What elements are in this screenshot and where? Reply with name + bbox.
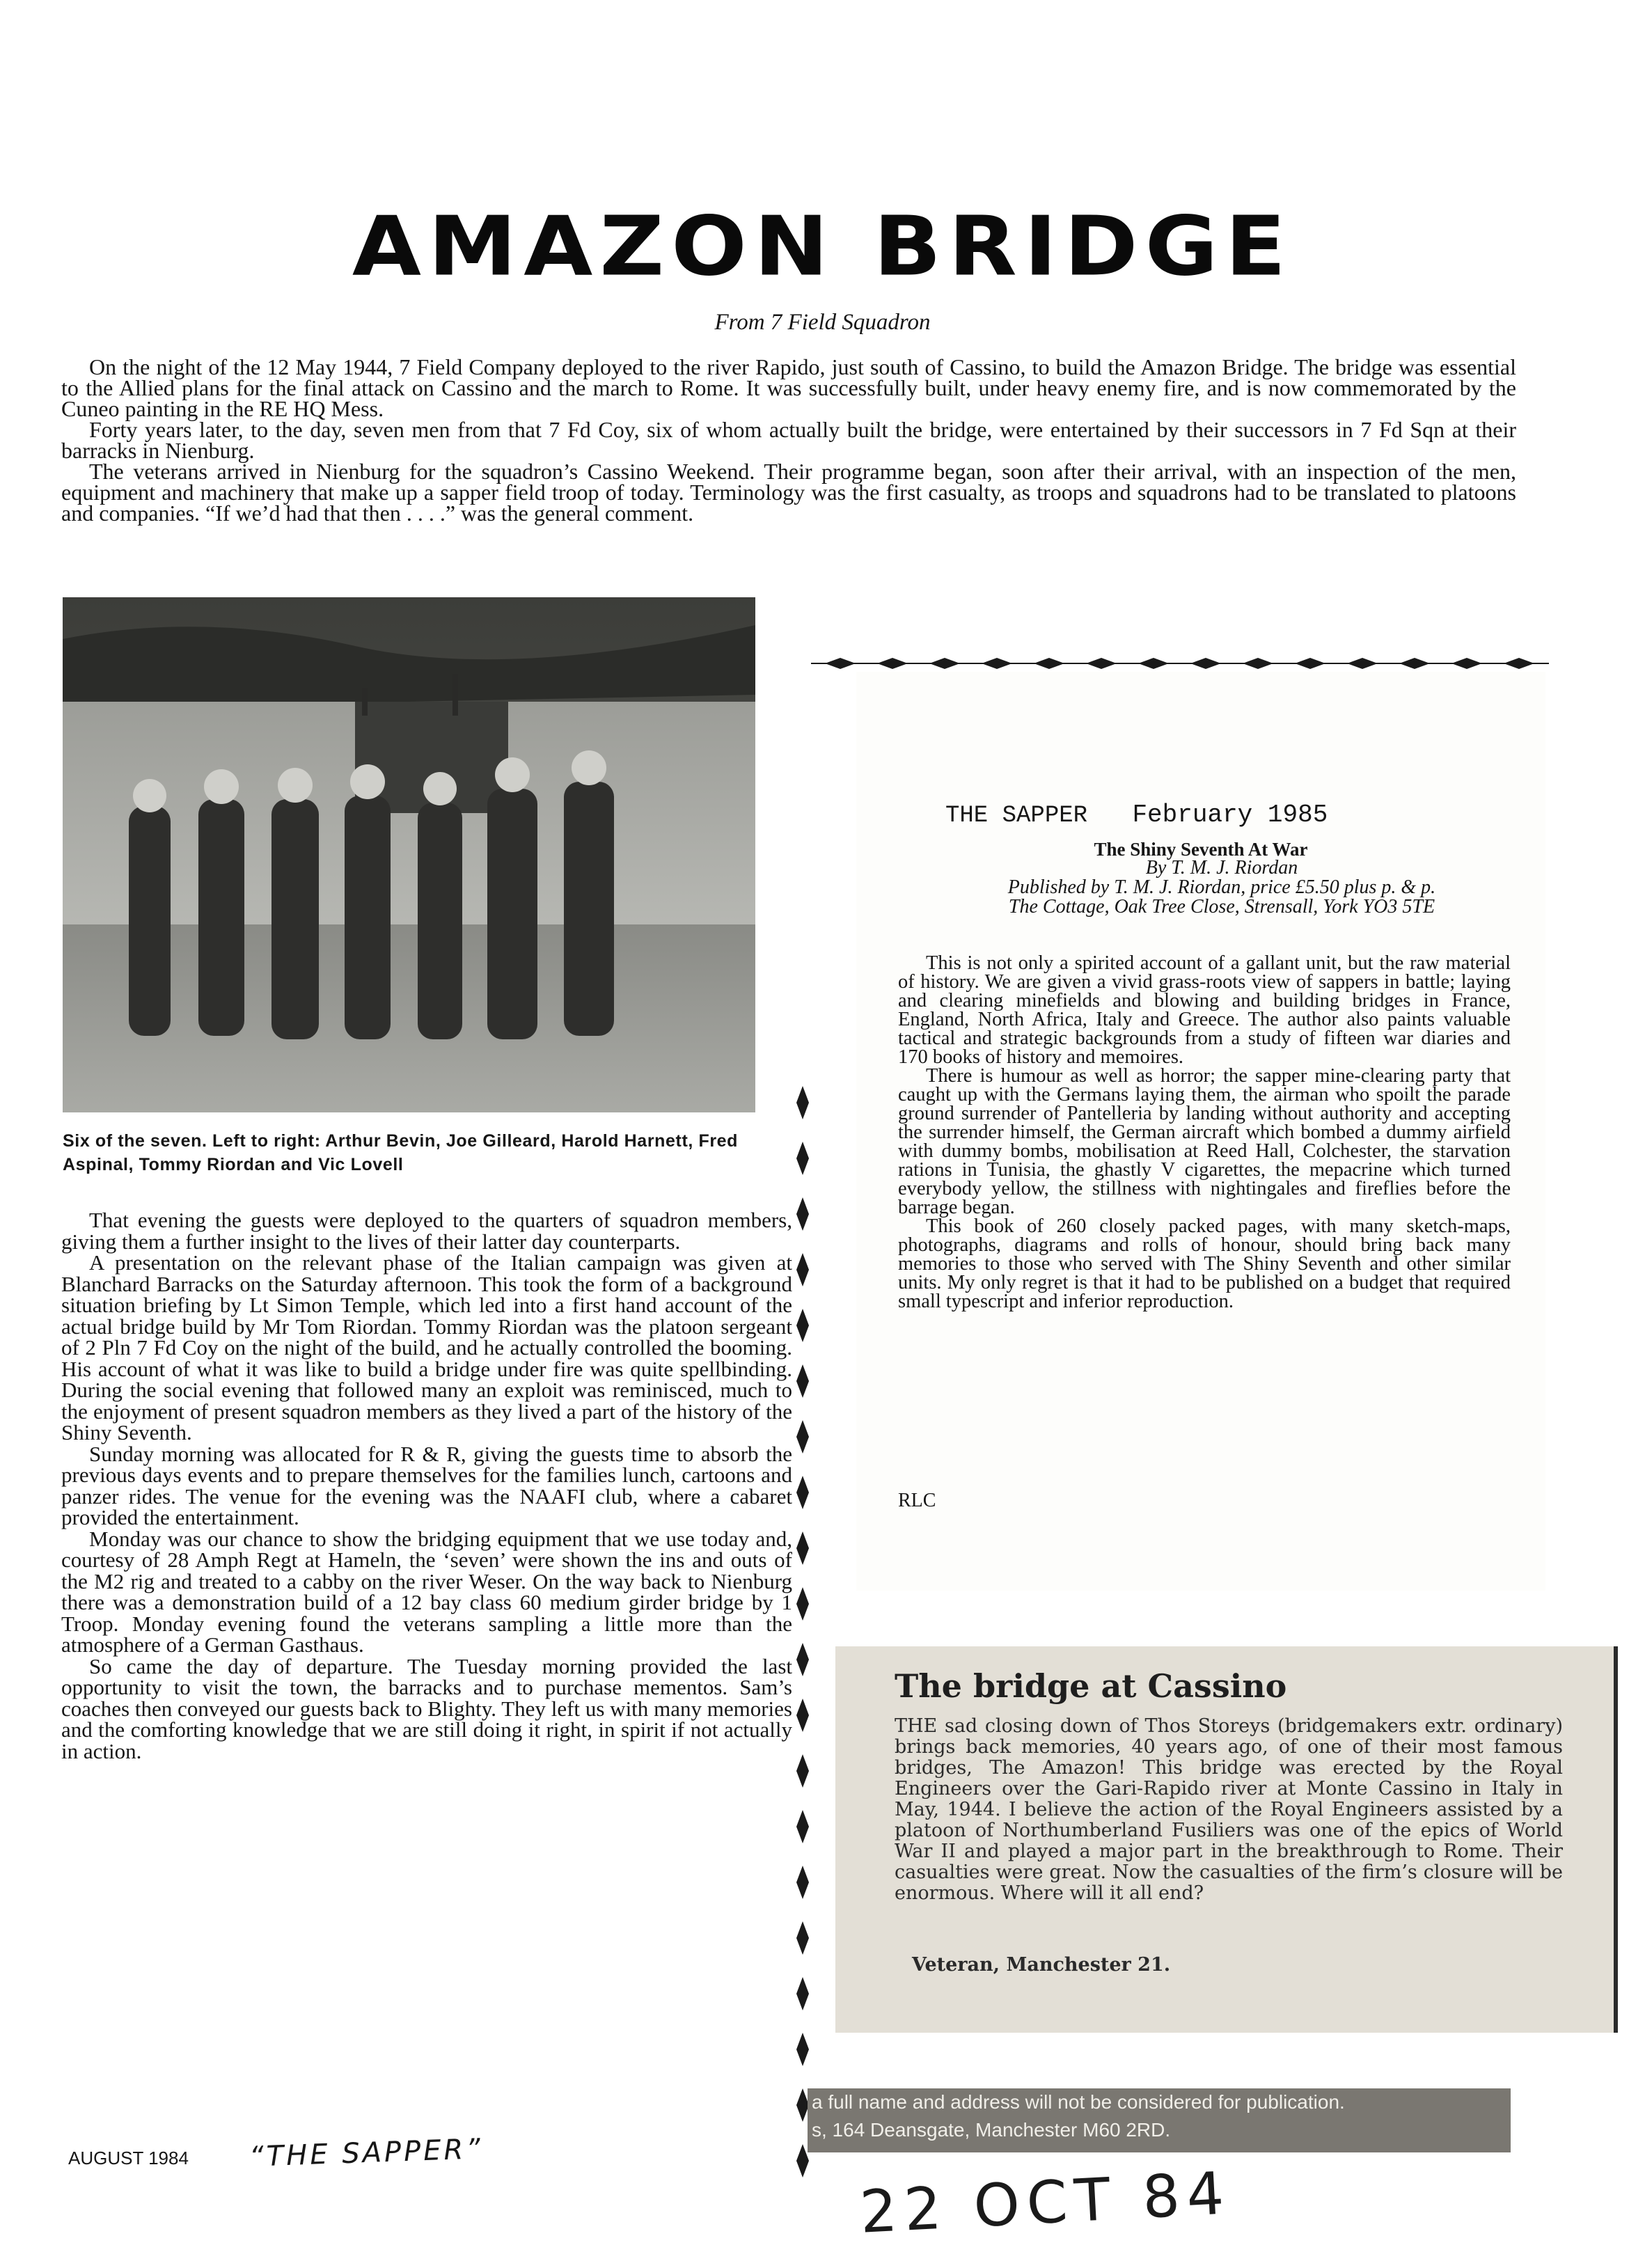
intro-paragraph: Forty years later, to the day, seven men from that 7 Fd Coy, six of whom actually built the bridge, were entertained by their successors in 7 Fd Sqn at their barracks in Nienburg. xyxy=(61,417,1516,463)
review-paragraph: This is not only a spirited account of a gallant unit, but the raw material of history. We are given a vivid grass-roots view of sappers in battle; laying and clearing minefields and blowing and building bridges in France, England, North Africa, Italy and Greece. The author also paints valuable tactical and strategic backgrounds from a study of fifteen war diaries and 170 books of history and memoires. xyxy=(898,952,1511,1068)
handwritten-source: “THE SAPPER” xyxy=(249,2133,484,2173)
review-signature: RLC xyxy=(898,1490,936,1511)
intro-paragraph: On the night of the 12 May 1944, 7 Field Company deployed to the river Rapido, just south of Cassino, to build the Amazon Bridge. The bridge was essential to the Allied plans for the final attack on Cassino and the march to Rome. It was successfully built, under heavy enemy fire, and is now commemorated by the Cuneo painting in the RE HQ Mess. xyxy=(61,354,1516,421)
review-author: By T. M. J. Riordan xyxy=(1145,857,1298,879)
article-intro xyxy=(61,354,1516,526)
handwritten-date: 22 OCT 84 xyxy=(858,2159,1233,2246)
review-publication: THE SAPPER xyxy=(945,803,1088,829)
review-book-title: The Shiny Seventh At War xyxy=(1094,839,1308,860)
body-paragraph: That evening the guests were deployed to the quarters of squadron members, giving them a further insight to the lives of their latter day counterparts. xyxy=(61,1208,792,1254)
body-paragraph: Sunday morning was allocated for R & R, giving the guests time to absorb the previous days events and to prepare themselves for the families lunch, cartoons and panzer rides. The venue for the evening was the NAAFI club, where a cabaret provided the entertainment. xyxy=(61,1441,792,1529)
newspaper-letter-clipping xyxy=(835,1646,1618,2033)
article-body xyxy=(61,1210,792,1762)
article-byline: From 7 Field Squadron xyxy=(714,310,931,335)
review-address: The Cottage, Oak Tree Close, Strensall, York YO3 5TE xyxy=(1008,896,1435,918)
intro-paragraph: The veterans arrived in Nienburg for the squadron’s Cassino Weekend. Their programme began, soon after their arrival, with an inspection of the men, equipment and machinery that make up a sapper field troop of today. Terminology was the first casualty, as troops and squadrons had to be translated to platoons and companies. “If we’d had that then . . . .” was the general comment. xyxy=(61,459,1516,526)
review-publication-details xyxy=(898,858,1545,917)
article-headline: AMAZON BRIDGE xyxy=(352,198,1293,295)
body-paragraph: So came the day of departure. The Tuesday morning provided the last opportunity to visit the town, the barracks and to purchase mementos. Sam’s coaches then conveyed our guests back to Blighty. They left us with many memories and the comforting knowledge that we are still doing it right, in spirit if not actually in action. xyxy=(61,1653,792,1763)
newspaper-footer-line: s, 164 Deansgate, Manchester M60 2RD. xyxy=(812,2119,1171,2141)
body-paragraph: A presentation on the relevant phase of the Italian campaign was given at Blanchard Barracks on the Saturday afternoon. This took the form of a background situation briefing by Lt Simon Temple, which led into a first hand account of the actual bridge build by Mr Tom Riordan. Tommy Riordan was the platoon sergeant of 2 Pln 7 Fd Coy on the night of the build, and he actually controlled the booming. His account of what it was like to build a bridge under fire was quite spellbinding. During the social evening that followed many an exploit was reminisced, much to the enjoyment of present squadron members as they lived a part of the history of the Shiny Seventh. xyxy=(61,1250,792,1444)
letter-signature: Veteran, Manchester 21. xyxy=(912,1954,1171,1976)
review-paragraph: There is humour as well as horror; the sapper mine-clearing party that caught up with the Germans laying them, the airman who spoilt the parade ground surrender of Pantelleria by landing without authority and accepting the surrender himself, the German aircraft which bombed a dummy airfield with dummy bombs, mobilisation at Reed Hall, Colchester, the starvation rations in Tunisia, the ghastly V cigarettes, the mepacrine which turned everybody yellow, the stillness with nightingales and fireflies before the barrage began. xyxy=(898,1065,1511,1218)
review-paragraph: This book of 260 closely packed pages, with many sketch-maps, photographs, diagrams and rolls of honour, should bring back many memories to those who served with The Shiny Seventh and other similar units. My only regret is that it had to be published on a budget that required small typescript and inferior reproduction. xyxy=(898,1215,1511,1312)
book-review-clipping xyxy=(856,672,1545,1591)
veterans-photo-illustration xyxy=(63,597,755,1112)
review-header xyxy=(945,801,1328,829)
review-month: February 1985 xyxy=(1132,801,1328,829)
photo-caption: Six of the seven. Left to right: Arthur Bevin, Joe Gilleard, Harold Harnett, Fred Aspinal, Tommy Riordan and Vic Lovell xyxy=(63,1131,739,1174)
newspaper-footer-line: a full name and address will not be considered for publication. xyxy=(812,2091,1345,2113)
review-published-line: Published by T. M. J. Riordan, price £5.50 plus p. & p. xyxy=(1007,876,1436,898)
letter-title: The bridge at Cassino xyxy=(895,1667,1287,1705)
body-paragraph: Monday was our chance to show the bridging equipment that we use today and, courtesy of 28 Amph Regt at Hameln, the ‘seven’ were shown the ins and outs of the M2 rig and treated to a cabby on the river Weser. On the way back to Nienburg there was a demonstration build of a 12 bay class 60 medium girder bridge by 1 Troop. Monday evening found the veterans sampling a little more than the atmosphere of a German Gasthaus. xyxy=(61,1526,792,1657)
article-date: AUGUST 1984 xyxy=(68,2148,189,2168)
veterans-photo xyxy=(63,597,755,1112)
decorative-border-horizontal xyxy=(811,653,1549,674)
letter-body: THE sad closing down of Thos Storeys (bridgemakers extr. ordinary) brings back memories, 40 years ago, of one of their most famous bridges, The Amazon! This bridge was erected by the Royal Engineers over the Gari-Rapido river at Monte Cassino in Italy in May, 1944. I believe the action of the Royal Engineers assisted by a platoon of Northumberland Fusiliers was one of the epics of World War II and played a major part in the breakthrough to Rome. Their casualties were great. Now the casualties of the firm’s closure will be enormous. Where will it all end? xyxy=(895,1715,1563,1904)
decorative-border-vertical xyxy=(794,1058,812,2214)
review-body xyxy=(898,954,1511,1311)
newspaper-footer-bar xyxy=(808,2088,1511,2152)
